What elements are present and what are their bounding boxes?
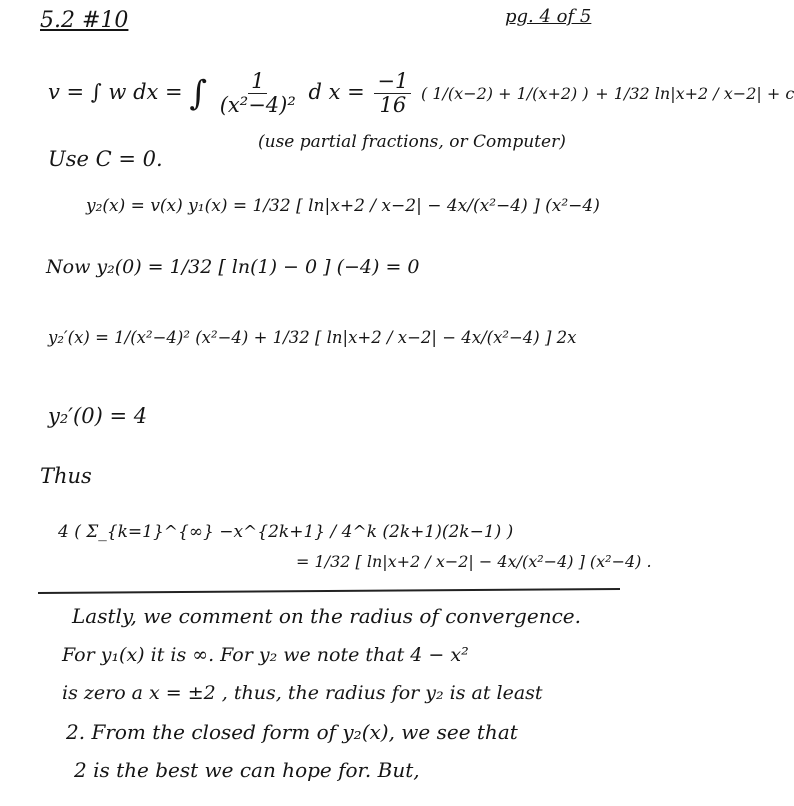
integral-sign: ∫ — [189, 73, 208, 114]
closing-line: For y₁(x) it is ∞. For y₂ we note that 4 − x² — [62, 644, 469, 666]
v-equation — [48, 70, 794, 117]
closing-line: 2. From the closed form of y₂(x), we see that — [66, 720, 518, 744]
v-lhs: v = ∫ w dx = — [48, 80, 183, 105]
final-series-rhs: = 1/32 [ ln|x+2 / x−2| − 4x/(x²−4) ] (x²−4) . — [296, 552, 652, 571]
final-series-lhs: 4 ( Σ_{k=1}^{∞} −x^{2k+1} / 4^k (2k+1)(2k−1) ) — [58, 522, 514, 542]
y2-prime-expression: y₂′(x) = 1/(x²−4)² (x²−4) + 1/32 [ ln|x+2 / x−2| − 4x/(x²−4) ] 2x — [48, 328, 577, 347]
section-divider — [38, 588, 620, 594]
thus-label: Thus — [40, 464, 92, 488]
v-dx: d x = — [308, 80, 365, 105]
v-coefficient-fraction — [374, 70, 411, 117]
y2-prime-at-zero: y₂′(0) = 4 — [48, 404, 148, 428]
partial-fractions-note: (use partial fractions, or Computer) — [258, 132, 566, 152]
use-c-zero: Use C = 0. — [48, 147, 163, 171]
v-coef-denominator: 16 — [379, 93, 407, 118]
v-coef-numerator: −1 — [374, 70, 411, 94]
v-integrand-fraction — [217, 70, 299, 117]
closing-line: 2 is the best we can hope for. But, — [74, 758, 420, 782]
section-heading: 5.2 #10 — [40, 8, 129, 33]
v-partial-terms: ( 1/(x−2) + 1/(x+2) ) — [421, 84, 589, 104]
y2-definition: y₂(x) = v(x) y₁(x) = 1/32 [ ln|x+2 / x−2| − 4x/(x²−4) ] (x²−4) — [86, 196, 600, 216]
v-integrand-numerator: 1 — [248, 70, 267, 94]
page-label: pg. 4 of 5 — [505, 6, 592, 27]
v-integrand-denominator: (x²−4)² — [219, 93, 296, 118]
closing-line: Lastly, we comment on the radius of convergence. — [72, 604, 581, 628]
y2-at-zero: Now y₂(0) = 1/32 [ ln(1) − 0 ] (−4) = 0 — [46, 256, 420, 278]
closing-line: is zero a x = ±2 , thus, the radius for y₂ is at least — [62, 682, 543, 704]
v-log-tail: + 1/32 ln|x+2 / x−2| + c — [595, 84, 794, 104]
